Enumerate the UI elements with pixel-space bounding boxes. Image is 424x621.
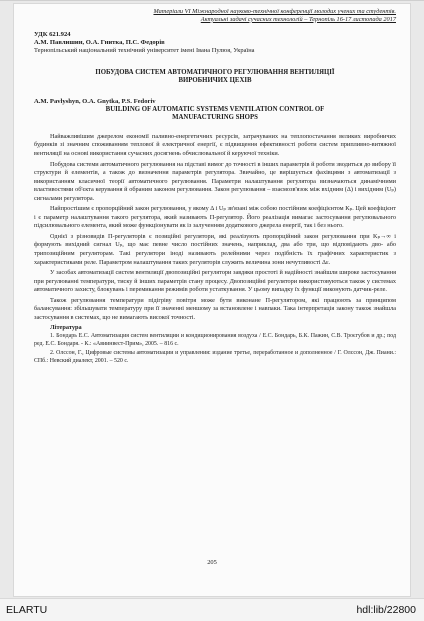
udk-code: УДК 621.924 <box>34 30 71 38</box>
article-body <box>34 133 396 322</box>
document-page <box>14 4 410 596</box>
paragraph: Найпростішим є пропорційний закон регулювання, у якому Δ і Uₚ зв'язані між собою постійним коефіцієнтом Kₚ. Цей коефіцієнт і є параметр налаштування такого регулятора, який називають П-регулятор. Його реалізація вимагає застосування регулювального підсилювального елемента, який може функціонувати як із залученням додаткового джерела енергії, так і без нього. <box>34 205 396 230</box>
paragraph: Однієї з різновидів П-регуляторів є позиційні регулятори, які реалізують пропорційний закон регулювання при Kₚ→∞ і формують вихідний сигнал Uₚ, що має певне число постійних значень, наприклад, два або три, що відповідають дво- або трипозиційним регуляторам. Такі регулятори іноді називають релейними через подібність їх графічних характеристик з характеристиками реле. Параметром налаштування таких регуляторів служить величина зони нечутливості Δε. <box>34 232 396 266</box>
title-en: BUILDING OF AUTOMATIC SYSTEMS VENTILATION CONTROL OF MANUFACTURING SHOPS <box>105 106 325 122</box>
authors-en: A.M. Pavlyshyn, O.A. Gnytka, P.S. Fedoriv <box>34 98 156 106</box>
conference-line-2: Актуальні задачі сучасних технологій – Тернопіль 16-17 листопада 2017 <box>200 15 396 23</box>
affiliation: Тернопільський національний технічний університет імені Івана Пулюя, Україна <box>34 46 255 54</box>
reference-item: 1. Бондарь Е.С. Автоматизация систем вентиляции и кондиционирования воздуха / Е.С. Бондарь, Б.К. Пажин, С.В. Троєгубов и др.; под ред. Е.С. Бондаря. - К.: «Авиинвест-Прим», 2005. – 816 с. <box>34 333 396 348</box>
repository-name[interactable]: ELARTU <box>6 604 48 616</box>
handle-link[interactable]: hdl:lib/22800 <box>356 604 416 616</box>
conference-line-1: Матеріали VI Міжнародної науково-технічної конференції молодих учених та студентів. <box>153 8 396 15</box>
paragraph: У засобах автоматизації систем вентиляції двопозиційні регулятори завдяки простоті й надійності знайшли широке застосування при регулюванні температури, тиску й інших параметрів стану процесу. Двопозиційні регулятори використовуються також у системах автоматичного захисту, блокувань і перемикання режимів роботи устаткування. У цьому випадку їх функції виконують датчик-реле. <box>34 269 396 294</box>
footer-bar <box>0 598 424 621</box>
reference-item: 2. Олссон, Г., Цифровые системы автоматизации и управления: издание третье, переработанное и дополненное / Г. Олссон, Дж. Пиани.: СПб.: Невский диалект, 2001. – 520 с. <box>34 349 396 364</box>
authors-ua: А.М. Павлишин, О.А. Гнитка, П.С. Федорів <box>34 38 165 46</box>
page-number: 205 <box>207 559 217 566</box>
conference-header <box>34 8 396 24</box>
paragraph: Найважливішим джерелом економії паливно-енергетичних ресурсів, затрачуваних на теплопостачання великих виробничих будинків зі значним споживанням теплової й електричної енергії, є підвищення ефективності роботи систем припливно-витяжної вентиляції на основі використання сучасних досягнень обчислювальної й керуючої техніки. <box>34 132 396 157</box>
paragraph: Побудова системи автоматичного регулювання на підставі вимог до точності в інших параметрів й роботи зводиться до вибору її структури й елементів, а також до визначення параметрів регулятора. Звичайно, це вирішується фахівцями з автоматизації з використанням класичної теорії автоматичного регулювання. Параметри налаштування регулятора визначаються динамічними властивостями об'єкта керування й обраним законом регулювання. Закон регулювання – взаємозв'язок між вхідним (Δ) і вихідним (Uₚ) сигналами регулятора. <box>34 160 396 202</box>
paragraph: Також регулювання температури підігріву повітря може бути виконане П-регулятором, які працюють за принципом балансування: збільшувати температуру при її значенні меншому за встановлене і навпаки. Така інтерпретація закону також знайшла застосування в системах, що не вимагають високої точності. <box>34 296 396 321</box>
references-list <box>34 332 396 364</box>
references-title: Література <box>50 324 82 332</box>
page-content <box>34 8 396 365</box>
title-ua: ПОБУДОВА СИСТЕМ АВТОМАТИЧНОГО РЕГУЛЮВАННЯ ВЕНТИЛЯЦІЇ ВИРОБНИЧИХ ЦЕХІВ <box>95 68 335 85</box>
